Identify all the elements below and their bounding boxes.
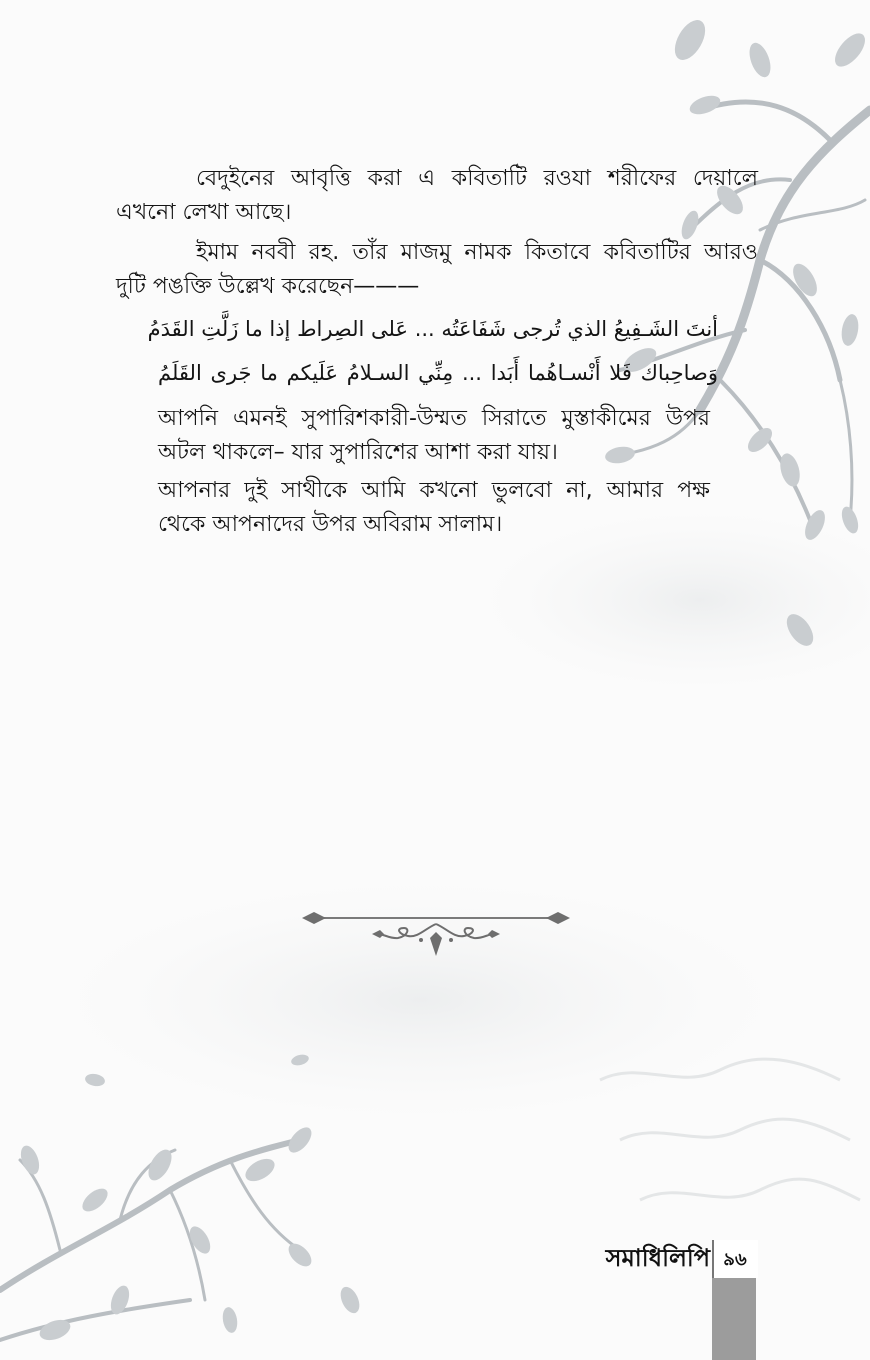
arabic-verse-1: أنتَ الشَـفِيعُ الذي تُرجى شَفَاعَتُه ... عَلى الصِراط إذا ما زَلَّتِ القَدَمُ xyxy=(147,317,718,341)
translation-line1: আপনি এমনই সুপারিশকারী-উম্মত সিরাতে মুস্তাকীমের উপর xyxy=(158,406,710,431)
translation-line3: আপনার দুই সাথীকে আমি কখনো ভুলবো না, আমার পক্ষ xyxy=(158,478,710,503)
paragraph1-line1: বেদুইনের আবৃত্তি করা এ কবিতাটি রওযা শরীফের দেয়ালে xyxy=(196,166,758,191)
arabic-verse-2: وَصاحِباك فَلا أَنْسـاهُما أَبَدا ... مِنِّي السـلامُ عَلَيكم ما جَرى القَلَمُ xyxy=(158,361,718,385)
book-title: সমাধিলিপি xyxy=(605,1243,710,1272)
ornamental-divider xyxy=(300,906,572,966)
paragraph2-line1: ইমাম নববী রহ. তাঁর মাজমু নামক কিতাবে কবিতাটির আরও xyxy=(196,240,758,265)
translation-line4: থেকে আপনাদের উপর অবিরাম সালাম। xyxy=(158,512,503,537)
paragraph2-line2: দুটি পঙক্তি উল্লেখ করেছেন——— xyxy=(116,274,420,299)
page-number: ৯৬ xyxy=(723,1249,747,1270)
translation-line2: অটল থাকলে– যার সুপারিশের আশা করা যায়। xyxy=(158,440,558,465)
paragraph1-line2: এখনো লেখা আছে। xyxy=(116,200,292,225)
